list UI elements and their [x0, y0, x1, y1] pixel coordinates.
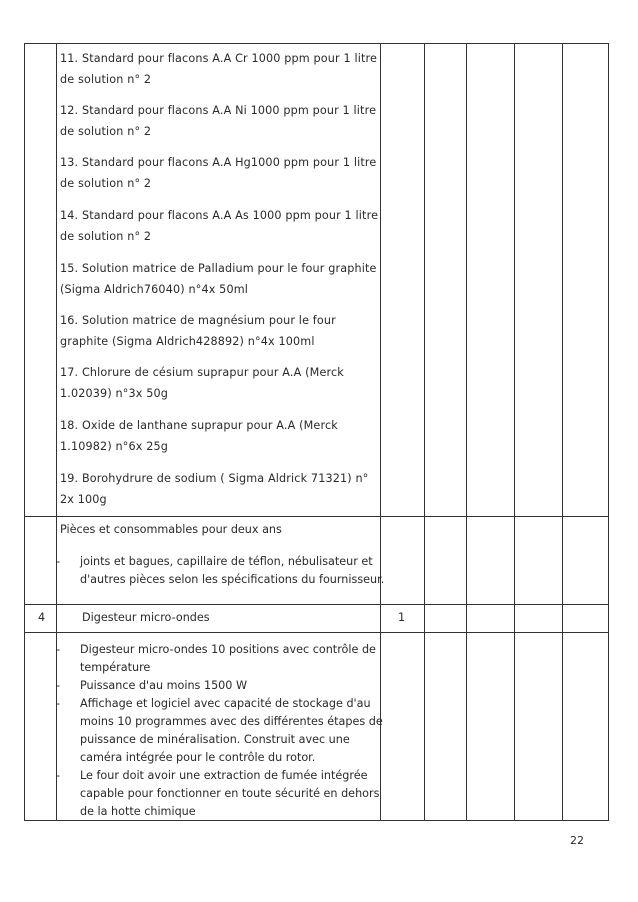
- dash-marker: -: [56, 679, 61, 692]
- bullet-text: Affichage et logiciel avec capacité de stockage d'au moins 10 programmes avec des différentes étapes de puissance de minéralisation. Construit avec une caméra intégrée pour le contrôle du rotor.: [80, 697, 383, 764]
- list-item: 19. Borohydrure de sodium ( Sigma Aldrick 71321) n° 2x 100g: [60, 472, 369, 506]
- row-title: Digesteur micro-ondes: [82, 611, 210, 624]
- section-heading: Pièces et consommables pour deux ans: [60, 523, 282, 536]
- bullet-text: Puissance d'au moins 1500 W: [80, 679, 248, 692]
- bullet-item: [56, 695, 386, 767]
- page-number: 22: [570, 834, 584, 847]
- bullet-text: joints et bagues, capillaire de téflon, nébulisateur et d'autres pièces selon les spécifications du fournisseur.: [80, 555, 385, 586]
- dash-marker: -: [56, 555, 61, 568]
- row-quantity: 1: [398, 611, 406, 624]
- list-item: 11. Standard pour flacons A.A Cr 1000 ppm pour 1 litre de solution n° 2: [60, 52, 378, 86]
- list-item: 15. Solution matrice de Palladium pour le four graphite (Sigma Aldrich76040) n°4x 50ml: [60, 262, 377, 296]
- bullet-item: [56, 641, 386, 677]
- list-item: 12. Standard pour flacons A.A Ni 1000 ppm pour 1 litre de solution n° 2: [60, 104, 377, 138]
- list-item: 13. Standard pour flacons A.A Hg1000 ppm pour 1 litre de solution n° 2: [60, 156, 377, 190]
- bullet-item: [56, 677, 386, 695]
- row-number: 4: [38, 611, 46, 624]
- dash-marker: -: [56, 643, 61, 656]
- bullet-item: [56, 553, 386, 589]
- list-item: 16. Solution matrice de magnésium pour le four graphite (Sigma Aldrich428892) n°4x 100ml: [60, 314, 336, 348]
- bullet-item: [56, 767, 386, 821]
- bullet-text: Le four doit avoir une extraction de fumée intégrée capable pour fonctionner en toute sécurité en dehors de la hotte chimique: [80, 769, 380, 818]
- col-line-5: [514, 43, 515, 821]
- col-line-4: [466, 43, 467, 821]
- row-line-b: [24, 604, 608, 605]
- bullet-text: Digesteur micro-ondes 10 positions avec contrôle de température: [80, 643, 376, 674]
- col-line-3: [424, 43, 425, 821]
- list-item: 18. Oxide de lanthane suprapur pour A.A (Merck 1.10982) n°6x 25g: [60, 419, 338, 453]
- row-line-c: [24, 632, 608, 633]
- col-line-0: [24, 43, 25, 821]
- list-item: 17. Chlorure de césium suprapur pour A.A (Merck 1.02039) n°3x 50g: [60, 366, 344, 400]
- col-line-7: [608, 43, 609, 821]
- list-item: 14. Standard pour flacons A.A As 1000 ppm pour 1 litre de solution n° 2: [60, 209, 379, 243]
- dash-marker: -: [56, 769, 61, 782]
- row-line-a: [24, 516, 608, 517]
- col-line-6: [562, 43, 563, 821]
- dash-marker: -: [56, 697, 61, 710]
- row-line-top: [24, 43, 608, 44]
